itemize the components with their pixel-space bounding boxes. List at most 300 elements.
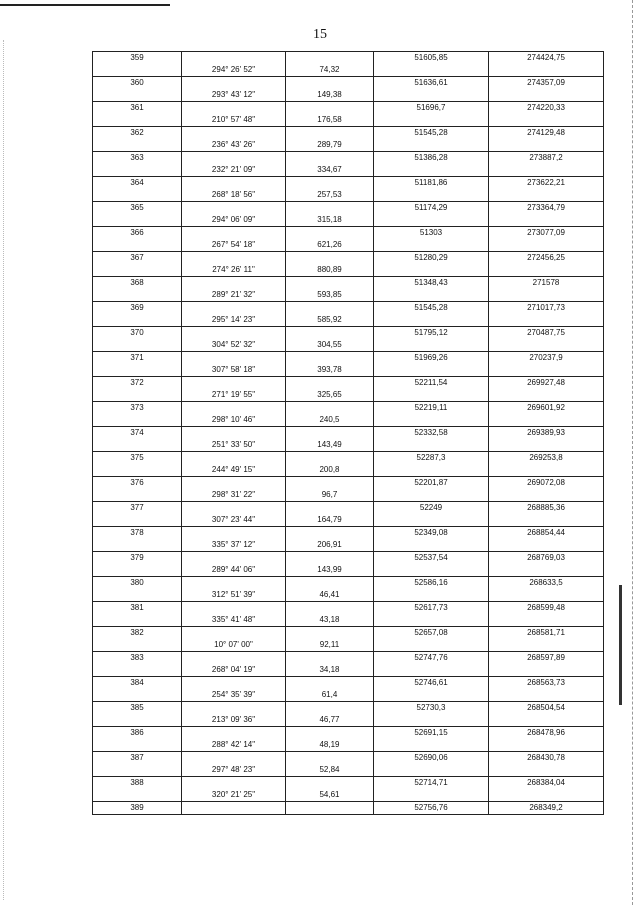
angle-cell: 267° 54' 18" xyxy=(182,239,286,252)
angle-cell: 271° 19' 55" xyxy=(182,389,286,402)
segment-row xyxy=(93,114,604,127)
x-coordinate-cell: 51636,61 xyxy=(374,77,489,90)
point-row xyxy=(93,177,604,190)
length-cell xyxy=(286,52,374,65)
x-coordinate-cell: 52657,08 xyxy=(374,627,489,640)
angle-cell: 293° 43' 12" xyxy=(182,89,286,102)
point-number-cell: 366 xyxy=(93,227,182,240)
angle-cell: 244° 49' 15" xyxy=(182,464,286,477)
y-coordinate-cell xyxy=(489,364,604,377)
x-coordinate-cell xyxy=(374,589,489,602)
segment-row xyxy=(93,389,604,402)
segment-row xyxy=(93,364,604,377)
angle-cell: 251° 33' 50" xyxy=(182,439,286,452)
segment-row xyxy=(93,564,604,577)
length-cell: 54,61 xyxy=(286,789,374,802)
point-number-cell xyxy=(93,539,182,552)
point-row xyxy=(93,52,604,65)
x-coordinate-cell xyxy=(374,139,489,152)
point-row xyxy=(93,352,604,365)
length-cell xyxy=(286,102,374,115)
y-coordinate-cell: 274424,75 xyxy=(489,52,604,65)
point-number-cell xyxy=(93,714,182,727)
x-coordinate-cell xyxy=(374,464,489,477)
x-coordinate-cell: 52586,16 xyxy=(374,577,489,590)
point-number-cell xyxy=(93,189,182,202)
angle-cell xyxy=(182,277,286,290)
angle-cell: 294° 06' 09" xyxy=(182,214,286,227)
y-coordinate-cell xyxy=(489,664,604,677)
x-coordinate-cell: 51605,85 xyxy=(374,52,489,65)
y-coordinate-cell xyxy=(489,539,604,552)
point-row xyxy=(93,77,604,90)
angle-cell: 210° 57' 48" xyxy=(182,114,286,127)
angle-cell xyxy=(182,777,286,790)
point-number-cell: 374 xyxy=(93,427,182,440)
segment-row xyxy=(93,289,604,302)
point-number-cell xyxy=(93,164,182,177)
point-row xyxy=(93,127,604,140)
angle-cell xyxy=(182,427,286,440)
length-cell xyxy=(286,752,374,765)
length-cell: 200,8 xyxy=(286,464,374,477)
y-coordinate-cell xyxy=(489,764,604,777)
x-coordinate-cell xyxy=(374,364,489,377)
point-row xyxy=(93,802,604,815)
point-number-cell: 369 xyxy=(93,302,182,315)
point-row xyxy=(93,227,604,240)
point-number-cell xyxy=(93,739,182,752)
point-number-cell xyxy=(93,489,182,502)
length-cell xyxy=(286,427,374,440)
segment-row xyxy=(93,264,604,277)
length-cell: 92,11 xyxy=(286,639,374,652)
angle-cell xyxy=(182,177,286,190)
length-cell: 206,91 xyxy=(286,539,374,552)
segment-row xyxy=(93,189,604,202)
length-cell: 52,84 xyxy=(286,764,374,777)
angle-cell: 289° 44' 06" xyxy=(182,564,286,577)
x-coordinate-cell: 52287,3 xyxy=(374,452,489,465)
angle-cell xyxy=(182,527,286,540)
segment-row xyxy=(93,89,604,102)
length-cell xyxy=(286,552,374,565)
length-cell: 34,18 xyxy=(286,664,374,677)
y-coordinate-cell xyxy=(489,289,604,302)
point-number-cell: 362 xyxy=(93,127,182,140)
point-number-cell xyxy=(93,214,182,227)
point-number-cell: 377 xyxy=(93,502,182,515)
angle-cell xyxy=(182,452,286,465)
point-number-cell: 389 xyxy=(93,802,182,815)
x-coordinate-cell xyxy=(374,214,489,227)
angle-cell xyxy=(182,727,286,740)
page-number: 15 xyxy=(313,27,327,42)
point-number-cell xyxy=(93,514,182,527)
y-coordinate-cell: 269389,93 xyxy=(489,427,604,440)
angle-cell xyxy=(182,702,286,715)
length-cell: 176,58 xyxy=(286,114,374,127)
segment-row xyxy=(93,164,604,177)
point-row xyxy=(93,327,604,340)
length-cell: 43,18 xyxy=(286,614,374,627)
point-number-cell xyxy=(93,114,182,127)
x-coordinate-cell: 52691,15 xyxy=(374,727,489,740)
x-coordinate-cell: 51969,26 xyxy=(374,352,489,365)
y-coordinate-cell: 268885,36 xyxy=(489,502,604,515)
angle-cell: 268° 04' 19" xyxy=(182,664,286,677)
segment-row xyxy=(93,714,604,727)
angle-cell xyxy=(182,227,286,240)
y-coordinate-cell xyxy=(489,64,604,77)
length-cell xyxy=(286,252,374,265)
y-coordinate-cell: 268563,73 xyxy=(489,677,604,690)
y-coordinate-cell: 268349,2 xyxy=(489,802,604,815)
angle-cell xyxy=(182,127,286,140)
y-coordinate-cell xyxy=(489,564,604,577)
angle-cell xyxy=(182,752,286,765)
point-number-cell: 379 xyxy=(93,552,182,565)
angle-cell: 298° 10' 46" xyxy=(182,414,286,427)
length-cell xyxy=(286,127,374,140)
angle-cell xyxy=(182,377,286,390)
segment-row xyxy=(93,339,604,352)
point-row xyxy=(93,152,604,165)
x-coordinate-cell: 51545,28 xyxy=(374,127,489,140)
point-number-cell: 364 xyxy=(93,177,182,190)
angle-cell: 295° 14' 23" xyxy=(182,314,286,327)
point-number-cell xyxy=(93,339,182,352)
point-row xyxy=(93,527,604,540)
angle-cell: 289° 21' 32" xyxy=(182,289,286,302)
y-coordinate-cell xyxy=(489,314,604,327)
length-cell: 46,77 xyxy=(286,714,374,727)
y-coordinate-cell xyxy=(489,589,604,602)
angle-cell: 274° 26' 11" xyxy=(182,264,286,277)
x-coordinate-cell xyxy=(374,339,489,352)
y-coordinate-cell xyxy=(489,389,604,402)
x-coordinate-cell: 51303 xyxy=(374,227,489,240)
length-cell xyxy=(286,802,374,815)
y-coordinate-cell: 269253,8 xyxy=(489,452,604,465)
point-row xyxy=(93,102,604,115)
y-coordinate-cell: 271578 xyxy=(489,277,604,290)
point-row xyxy=(93,627,604,640)
point-row xyxy=(93,752,604,765)
y-coordinate-cell: 273077,09 xyxy=(489,227,604,240)
segment-row xyxy=(93,764,604,777)
y-coordinate-cell: 268597,89 xyxy=(489,652,604,665)
coordinates-table xyxy=(92,51,604,815)
angle-cell xyxy=(182,302,286,315)
x-coordinate-cell: 52730,3 xyxy=(374,702,489,715)
y-coordinate-cell: 268769,03 xyxy=(489,552,604,565)
top-rule xyxy=(0,4,170,6)
y-coordinate-cell: 270237,9 xyxy=(489,352,604,365)
length-cell: 61,4 xyxy=(286,689,374,702)
x-coordinate-cell xyxy=(374,564,489,577)
point-row xyxy=(93,602,604,615)
point-row xyxy=(93,277,604,290)
x-coordinate-cell xyxy=(374,439,489,452)
x-coordinate-cell: 51545,28 xyxy=(374,302,489,315)
x-coordinate-cell: 52617,73 xyxy=(374,602,489,615)
x-coordinate-cell xyxy=(374,189,489,202)
point-row xyxy=(93,427,604,440)
left-scan-edge xyxy=(3,40,5,900)
point-number-cell: 370 xyxy=(93,327,182,340)
angle-cell xyxy=(182,802,286,815)
segment-row xyxy=(93,239,604,252)
x-coordinate-cell xyxy=(374,289,489,302)
point-number-cell: 375 xyxy=(93,452,182,465)
point-number-cell: 367 xyxy=(93,252,182,265)
angle-cell xyxy=(182,52,286,65)
length-cell: 621,26 xyxy=(286,239,374,252)
length-cell xyxy=(286,77,374,90)
length-cell: 289,79 xyxy=(286,139,374,152)
x-coordinate-cell: 52746,61 xyxy=(374,677,489,690)
length-cell xyxy=(286,452,374,465)
y-coordinate-cell xyxy=(489,164,604,177)
y-coordinate-cell xyxy=(489,439,604,452)
angle-cell xyxy=(182,152,286,165)
point-number-cell: 388 xyxy=(93,777,182,790)
length-cell xyxy=(286,652,374,665)
x-coordinate-cell: 51280,29 xyxy=(374,252,489,265)
segment-row xyxy=(93,514,604,527)
length-cell: 149,38 xyxy=(286,89,374,102)
angle-cell xyxy=(182,77,286,90)
point-number-cell: 380 xyxy=(93,577,182,590)
x-coordinate-cell xyxy=(374,514,489,527)
angle-cell: 307° 58' 18" xyxy=(182,364,286,377)
y-coordinate-cell xyxy=(489,739,604,752)
point-number-cell xyxy=(93,664,182,677)
length-cell xyxy=(286,702,374,715)
point-number-cell: 359 xyxy=(93,52,182,65)
y-coordinate-cell: 268478,96 xyxy=(489,727,604,740)
point-row xyxy=(93,452,604,465)
x-coordinate-cell xyxy=(374,614,489,627)
y-coordinate-cell: 274357,09 xyxy=(489,77,604,90)
angle-cell xyxy=(182,102,286,115)
x-coordinate-cell xyxy=(374,689,489,702)
point-row xyxy=(93,377,604,390)
point-number-cell xyxy=(93,314,182,327)
point-number-cell: 373 xyxy=(93,402,182,415)
point-number-cell xyxy=(93,464,182,477)
x-coordinate-cell xyxy=(374,664,489,677)
point-number-cell xyxy=(93,564,182,577)
right-scan-edge xyxy=(632,0,635,905)
length-cell xyxy=(286,677,374,690)
length-cell: 240,5 xyxy=(286,414,374,427)
y-coordinate-cell xyxy=(489,489,604,502)
x-coordinate-cell: 52332,58 xyxy=(374,427,489,440)
segment-row xyxy=(93,664,604,677)
length-cell: 315,18 xyxy=(286,214,374,227)
y-coordinate-cell: 273364,79 xyxy=(489,202,604,215)
point-number-cell: 383 xyxy=(93,652,182,665)
angle-cell: 254° 35' 39" xyxy=(182,689,286,702)
angle-cell xyxy=(182,252,286,265)
point-number-cell xyxy=(93,414,182,427)
x-coordinate-cell: 52349,08 xyxy=(374,527,489,540)
angle-cell xyxy=(182,552,286,565)
y-coordinate-cell: 268504,54 xyxy=(489,702,604,715)
y-coordinate-cell: 268430,78 xyxy=(489,752,604,765)
segment-row xyxy=(93,314,604,327)
length-cell xyxy=(286,302,374,315)
length-cell: 74,32 xyxy=(286,64,374,77)
x-coordinate-cell: 52249 xyxy=(374,502,489,515)
point-number-cell: 372 xyxy=(93,377,182,390)
point-number-cell xyxy=(93,289,182,302)
point-number-cell: 387 xyxy=(93,752,182,765)
angle-cell: 236° 43' 26" xyxy=(182,139,286,152)
angle-cell xyxy=(182,352,286,365)
x-coordinate-cell xyxy=(374,539,489,552)
y-coordinate-cell xyxy=(489,114,604,127)
segment-row xyxy=(93,614,604,627)
scan-mark xyxy=(619,585,622,705)
angle-cell: 297° 48' 23" xyxy=(182,764,286,777)
point-row xyxy=(93,702,604,715)
point-number-cell: 365 xyxy=(93,202,182,215)
y-coordinate-cell: 269927,48 xyxy=(489,377,604,390)
point-number-cell xyxy=(93,89,182,102)
point-number-cell xyxy=(93,264,182,277)
point-number-cell: 361 xyxy=(93,102,182,115)
x-coordinate-cell: 52690,06 xyxy=(374,752,489,765)
x-coordinate-cell xyxy=(374,64,489,77)
point-number-cell: 360 xyxy=(93,77,182,90)
x-coordinate-cell: 52747,76 xyxy=(374,652,489,665)
coordinates-table-body xyxy=(93,52,604,815)
angle-cell: 312° 51' 39" xyxy=(182,589,286,602)
length-cell xyxy=(286,527,374,540)
y-coordinate-cell: 271017,73 xyxy=(489,302,604,315)
y-coordinate-cell xyxy=(489,339,604,352)
length-cell xyxy=(286,502,374,515)
angle-cell xyxy=(182,577,286,590)
length-cell: 96,7 xyxy=(286,489,374,502)
point-number-cell: 381 xyxy=(93,602,182,615)
segment-row xyxy=(93,214,604,227)
y-coordinate-cell xyxy=(489,689,604,702)
segment-row xyxy=(93,464,604,477)
angle-cell: 10° 07' 00" xyxy=(182,639,286,652)
point-row xyxy=(93,202,604,215)
angle-cell: 288° 42' 14" xyxy=(182,739,286,752)
y-coordinate-cell: 268633,5 xyxy=(489,577,604,590)
angle-cell: 335° 37' 12" xyxy=(182,539,286,552)
length-cell xyxy=(286,277,374,290)
point-number-cell xyxy=(93,639,182,652)
length-cell: 46,41 xyxy=(286,589,374,602)
length-cell xyxy=(286,202,374,215)
x-coordinate-cell: 51174,29 xyxy=(374,202,489,215)
angle-cell xyxy=(182,677,286,690)
length-cell xyxy=(286,327,374,340)
length-cell: 257,53 xyxy=(286,189,374,202)
angle-cell xyxy=(182,602,286,615)
length-cell: 325,65 xyxy=(286,389,374,402)
segment-row xyxy=(93,739,604,752)
y-coordinate-cell xyxy=(489,514,604,527)
segment-row xyxy=(93,639,604,652)
segment-row xyxy=(93,589,604,602)
point-number-cell: 385 xyxy=(93,702,182,715)
segment-row xyxy=(93,789,604,802)
x-coordinate-cell xyxy=(374,714,489,727)
length-cell: 334,67 xyxy=(286,164,374,177)
point-number-cell: 378 xyxy=(93,527,182,540)
y-coordinate-cell: 268581,71 xyxy=(489,627,604,640)
angle-cell xyxy=(182,477,286,490)
y-coordinate-cell xyxy=(489,139,604,152)
length-cell xyxy=(286,177,374,190)
x-coordinate-cell: 52756,76 xyxy=(374,802,489,815)
x-coordinate-cell xyxy=(374,389,489,402)
x-coordinate-cell: 52537,54 xyxy=(374,552,489,565)
point-number-cell xyxy=(93,589,182,602)
angle-cell: 232° 21' 09" xyxy=(182,164,286,177)
angle-cell: 335° 41' 48" xyxy=(182,614,286,627)
length-cell xyxy=(286,152,374,165)
point-row xyxy=(93,402,604,415)
x-coordinate-cell xyxy=(374,89,489,102)
point-number-cell: 368 xyxy=(93,277,182,290)
y-coordinate-cell: 274220,33 xyxy=(489,102,604,115)
segment-row xyxy=(93,439,604,452)
point-row xyxy=(93,727,604,740)
y-coordinate-cell: 269601,92 xyxy=(489,402,604,415)
segment-row xyxy=(93,64,604,77)
x-coordinate-cell xyxy=(374,164,489,177)
y-coordinate-cell: 274129,48 xyxy=(489,127,604,140)
point-number-cell: 386 xyxy=(93,727,182,740)
y-coordinate-cell xyxy=(489,89,604,102)
point-number-cell xyxy=(93,389,182,402)
x-coordinate-cell: 51348,43 xyxy=(374,277,489,290)
length-cell xyxy=(286,402,374,415)
point-number-cell xyxy=(93,64,182,77)
x-coordinate-cell: 52211,54 xyxy=(374,377,489,390)
y-coordinate-cell xyxy=(489,639,604,652)
x-coordinate-cell xyxy=(374,314,489,327)
x-coordinate-cell: 51181,86 xyxy=(374,177,489,190)
y-coordinate-cell: 272456,25 xyxy=(489,252,604,265)
x-coordinate-cell xyxy=(374,639,489,652)
y-coordinate-cell: 268384,04 xyxy=(489,777,604,790)
length-cell: 164,79 xyxy=(286,514,374,527)
x-coordinate-cell xyxy=(374,764,489,777)
point-number-cell xyxy=(93,439,182,452)
x-coordinate-cell xyxy=(374,414,489,427)
length-cell xyxy=(286,227,374,240)
point-number-cell: 363 xyxy=(93,152,182,165)
y-coordinate-cell xyxy=(489,714,604,727)
angle-cell: 320° 21' 25" xyxy=(182,789,286,802)
point-row xyxy=(93,677,604,690)
y-coordinate-cell xyxy=(489,414,604,427)
angle-cell xyxy=(182,652,286,665)
point-number-cell xyxy=(93,364,182,377)
segment-row xyxy=(93,689,604,702)
x-coordinate-cell xyxy=(374,239,489,252)
